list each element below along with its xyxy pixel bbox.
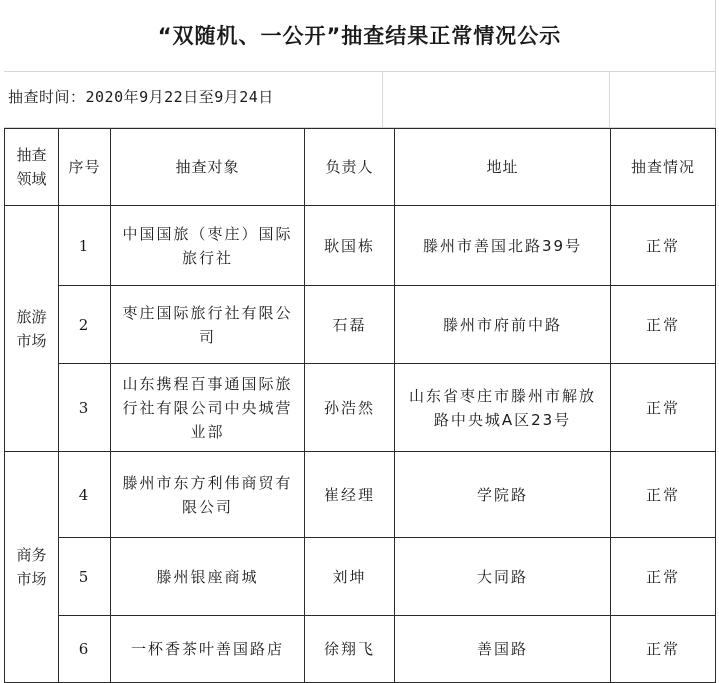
status-cell: 正常 [611,286,716,364]
target-cell: 中国国旅（枣庄）国际旅行社 [111,206,305,286]
address-cell: 善国路 [395,616,611,683]
field-cell: 旅游市场 [5,206,59,452]
header-status: 抽查情况 [611,129,716,206]
address-cell: 滕州市府前中路 [395,286,611,364]
inspection-time: 抽查时间：2020年9月22日至9月24日 [8,88,274,106]
address-cell: 学院路 [395,452,611,538]
table-row [5,616,716,683]
table-row [5,286,716,364]
field-cell: 商务市场 [5,452,59,683]
serial-cell: 4 [59,452,111,538]
status-cell: 正常 [611,538,716,616]
header-person: 负责人 [305,129,395,206]
table-row [5,538,716,616]
inspection-result-table [4,128,716,683]
sheet-gridline [609,72,610,128]
sheet-gridline [382,72,383,128]
person-cell: 崔经理 [305,452,395,538]
address-cell: 大同路 [395,538,611,616]
person-cell: 徐翔飞 [305,616,395,683]
address-cell: 滕州市善国北路39号 [395,206,611,286]
table-header-row [5,129,716,206]
target-cell: 枣庄国际旅行社有限公司 [111,286,305,364]
table-row [5,452,716,538]
page-title: “双随机、一公开”抽查结果正常情况公示 [4,0,715,72]
target-cell: 山东携程百事通国际旅行社有限公司中央城营业部 [111,364,305,452]
inspection-time-row [4,72,715,128]
person-cell: 刘坤 [305,538,395,616]
serial-cell: 6 [59,616,111,683]
target-cell: 一杯香茶叶善国路店 [111,616,305,683]
header-field: 抽查领域 [5,129,59,206]
target-cell: 滕州市东方利伟商贸有限公司 [111,452,305,538]
target-cell: 滕州银座商城 [111,538,305,616]
status-cell: 正常 [611,452,716,538]
serial-cell: 2 [59,286,111,364]
table-row [5,364,716,452]
status-cell: 正常 [611,364,716,452]
header-address: 地址 [395,129,611,206]
status-cell: 正常 [611,206,716,286]
serial-cell: 5 [59,538,111,616]
serial-cell: 1 [59,206,111,286]
header-target: 抽查对象 [111,129,305,206]
person-cell: 孙浩然 [305,364,395,452]
status-cell: 正常 [611,616,716,683]
table-row [5,206,716,286]
person-cell: 耿国栋 [305,206,395,286]
serial-cell: 3 [59,364,111,452]
person-cell: 石磊 [305,286,395,364]
header-serial: 序号 [59,129,111,206]
address-cell: 山东省枣庄市滕州市解放路中央城A区23号 [395,364,611,452]
